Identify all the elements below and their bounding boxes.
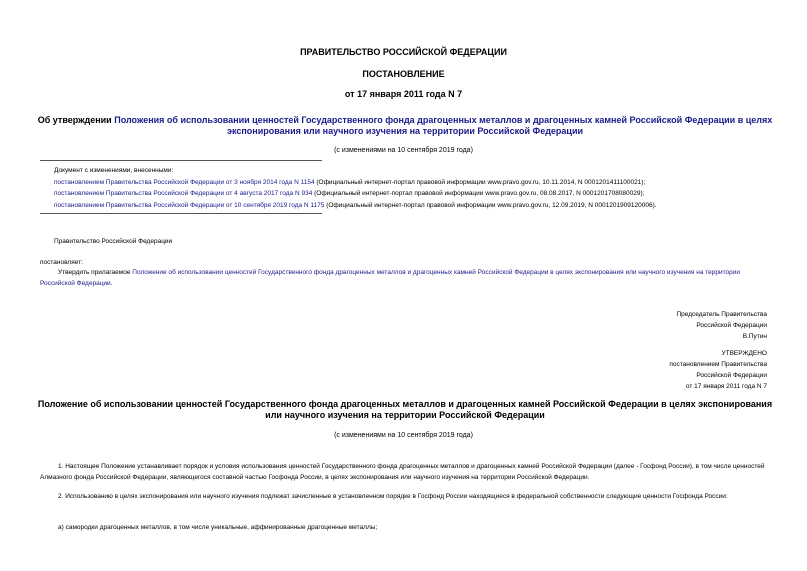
amendment-source: (Официальный интернет-портал правовой информации www.pravo.gov.ru, 08.08.2017, N 0001201708080029); <box>312 190 645 197</box>
doc-title <box>30 115 780 137</box>
amendment-link[interactable]: постановлением Правительства Российской Федерации от 4 августа 2017 года N 934 <box>54 190 313 197</box>
signature-position: Председатель Правительства <box>676 311 767 318</box>
amendment-source: (Официальный интернет-портал правовой информации www.pravo.gov.ru, 12.09.2019, N 0001201909120006). <box>324 201 657 209</box>
approved-stamp <box>669 348 767 392</box>
approve-suffix: . <box>110 279 113 287</box>
approve-paragraph <box>40 268 772 289</box>
divider-top <box>40 160 322 161</box>
regulation-paragraph-1: 1. Настоящее Положение устанавливает порядок и условия использования ценностей Государственного фонда драгоценных металлов и драгоценных камней Российской Федерации (далее - Госфонд России), в том числе ценностей Алмазного фонда Российской Федерации, являющегося составной частью Госфонда России, в целях экспонирования или научного изучения на территории Российской Федерации. <box>40 463 765 481</box>
amendments-block <box>54 165 794 211</box>
approved-by: постановлением Правительства <box>669 361 767 368</box>
government-heading: ПРАВИТЕЛЬСТВО РОССИЙСКОЙ ФЕДЕРАЦИИ <box>300 47 507 57</box>
doc-type-heading: ПОСТАНОВЛЕНИЕ <box>362 69 445 79</box>
regulation-paragraph-2: 2. Использованию в целях экспонирования или научного изучения подлежат зачисленные в установленном порядке в Госфонд России находящиеся в федеральной собственности следующие ценности Госфонда России: <box>58 493 728 500</box>
amendment-item <box>54 177 794 189</box>
regulation-title: Положение об использовании ценностей Государственного фонда драгоценных металлов и драгоценных камней Российской Федерации в целях экспонирования или научного изучения на территории Российской Федерации <box>37 399 773 420</box>
government-line: Правительство Российской Федерации <box>54 238 173 245</box>
amendment-item <box>54 200 794 212</box>
title-regulation-link[interactable]: Положения об использовании ценностей Государственного фонда драгоценных металлов и драгоценных камней Российской Федерации в целях экспонирования или научного изучения на территории Российской Федерации <box>114 115 773 136</box>
approve-prefix: Утвердить прилагаемое <box>58 269 133 276</box>
doc-date-number: от 17 января 2011 года N 7 <box>344 89 463 99</box>
amendment-item <box>54 188 794 200</box>
amendment-link[interactable]: постановлением Правительства Российской Федерации от 10 сентября 2019 года N 1175 <box>54 201 325 209</box>
approved-date: от 17 января 2011 года N 7 <box>685 383 767 390</box>
regulation-changes-note: (с изменениями на 10 сентября 2019 года) <box>334 432 473 439</box>
approve-regulation-link[interactable]: Положение об использовании ценностей Государственного фонда драгоценных металлов и драгоценных камней Российской Федерации в целях экспонирования или научного изучения на территории Российской Федерации <box>40 269 741 287</box>
resolves-line: постановляет: <box>40 259 83 266</box>
signature-name: В.Путин <box>742 333 767 340</box>
signature-country: Российской Федерации <box>696 322 767 329</box>
amendment-link[interactable]: постановлением Правительства Российской Федерации от 3 ноября 2014 года N 1154 <box>54 178 315 186</box>
signature-block <box>676 309 767 342</box>
approved-country: Российской Федерации <box>696 372 767 379</box>
amendment-source: (Официальный интернет-портал правовой информации www.pravo.gov.ru, 10.11.2014, N 0001201411100021); <box>314 178 646 186</box>
regulation-paragraph-3: а) самородки драгоценных металлов, в том числе уникальные, аффинированные драгоценные металлы; <box>58 524 378 531</box>
title-prefix: Об утверждении <box>37 115 115 125</box>
approved-word: УТВЕРЖДЕНО <box>721 350 767 357</box>
changes-note: (с изменениями на 10 сентября 2019 года) <box>334 147 473 154</box>
divider-bottom <box>40 213 322 214</box>
amendments-intro: Документ с изменениями, внесенными: <box>54 167 174 174</box>
